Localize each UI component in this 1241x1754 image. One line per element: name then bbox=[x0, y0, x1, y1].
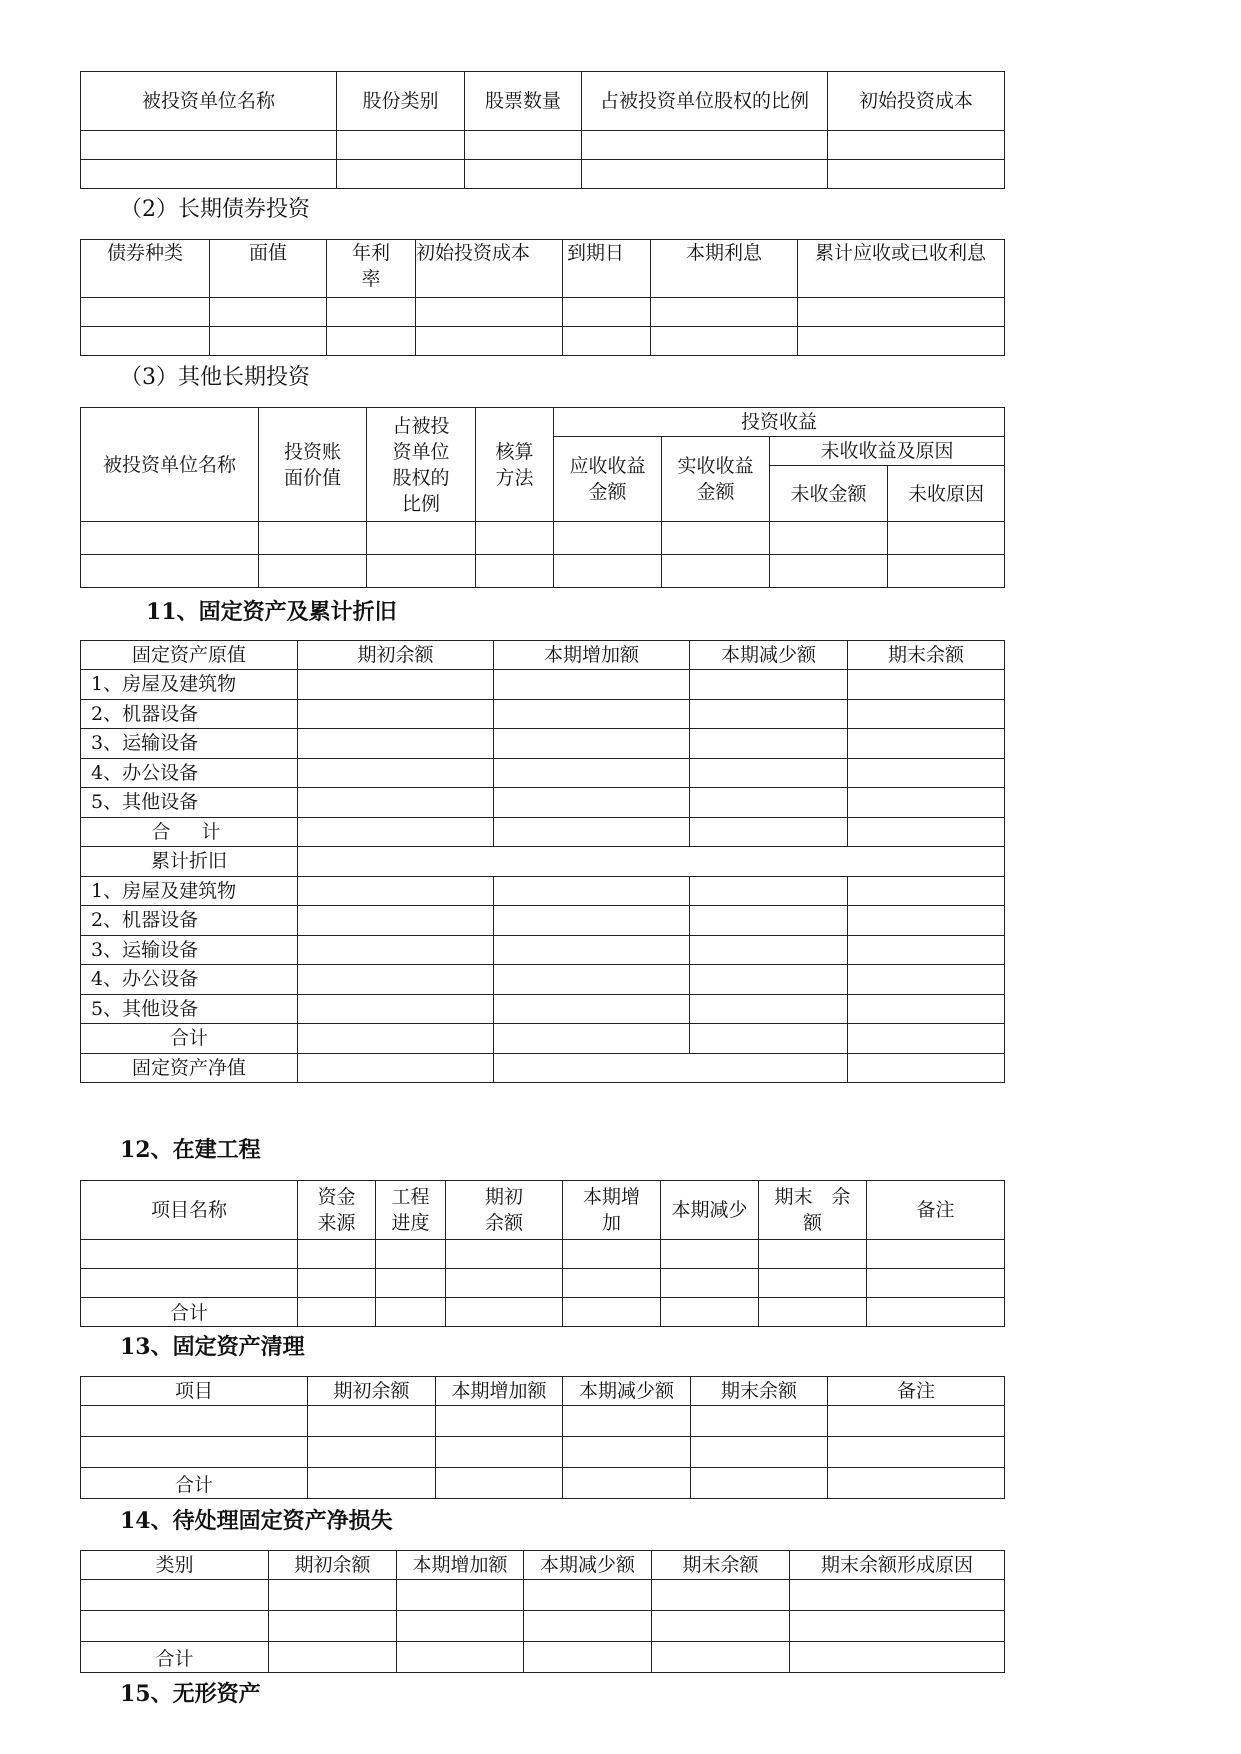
header-book-value: 投资账面价值 bbox=[259, 408, 367, 522]
row-dep-total: 合计 bbox=[81, 1024, 298, 1054]
row-dep-office: 4、办公设备 bbox=[81, 965, 298, 995]
header-progress: 工程进度 bbox=[376, 1181, 446, 1240]
header-investment-income: 投资收益 bbox=[554, 408, 1005, 437]
row-dep-other: 5、其他设备 bbox=[81, 994, 298, 1024]
header-interest: 本期利息 bbox=[651, 240, 798, 298]
section-title-bond: （2）长期债券投资 bbox=[120, 197, 310, 222]
header-investee: 被投资单位名称 bbox=[81, 408, 259, 522]
header-method: 核算方法 bbox=[476, 408, 554, 522]
header-face-value: 面值 bbox=[210, 240, 327, 298]
table-row bbox=[81, 1240, 1005, 1269]
header-closing: 期末 余额 bbox=[759, 1181, 867, 1240]
header-equity-ratio: 占被投资单位股权的比例 bbox=[582, 72, 828, 131]
header-equity-ratio: 占被投资单位股权的比例 bbox=[367, 408, 476, 522]
header-decrease: 本期减少额 bbox=[690, 641, 848, 670]
header-reason: 期末余额形成原因 bbox=[790, 1551, 1005, 1580]
section-title-construction: 12、在建工程 bbox=[120, 1137, 261, 1163]
table-row bbox=[81, 1406, 1005, 1437]
row-other: 5、其他设备 bbox=[81, 788, 298, 818]
header-fund-source: 资金来源 bbox=[298, 1181, 376, 1240]
section-title-intangible: 15、无形资产 bbox=[120, 1681, 261, 1707]
disposal-table bbox=[80, 1376, 1005, 1499]
header-received: 实收收益金额 bbox=[662, 437, 770, 522]
row-dep-transport: 3、运输设备 bbox=[81, 935, 298, 965]
header-opening: 期初余额 bbox=[308, 1377, 436, 1406]
row-dep-buildings: 1、房屋及建筑物 bbox=[81, 876, 298, 906]
row-depreciation-label: 累计折旧 bbox=[81, 847, 298, 877]
header-increase: 本期增加额 bbox=[397, 1551, 524, 1580]
header-closing: 期末余额 bbox=[652, 1551, 790, 1580]
header-closing: 期末余额 bbox=[691, 1377, 828, 1406]
row-machinery: 2、机器设备 bbox=[81, 699, 298, 729]
header-decrease: 本期减少 bbox=[661, 1181, 759, 1240]
other-investment-table bbox=[80, 407, 1005, 588]
header-initial-cost: 初始投资成本 bbox=[416, 240, 563, 298]
header-accrued-interest: 累计应收或已收利息 bbox=[798, 240, 1005, 298]
row-office: 4、办公设备 bbox=[81, 758, 298, 788]
section-title-fixed-assets: 11、固定资产及累计折旧 bbox=[146, 599, 397, 625]
header-share-type: 股份类别 bbox=[337, 72, 465, 131]
table-row bbox=[81, 1437, 1005, 1468]
header-project: 项目名称 bbox=[81, 1181, 298, 1240]
header-remarks: 备注 bbox=[867, 1181, 1005, 1240]
header-maturity: 到期日 bbox=[563, 240, 651, 298]
row-buildings: 1、房屋及建筑物 bbox=[81, 670, 298, 700]
section-title-disposal: 13、固定资产清理 bbox=[120, 1334, 305, 1360]
header-opening: 期初余额 bbox=[269, 1551, 397, 1580]
header-decrease: 本期减少额 bbox=[563, 1377, 691, 1406]
table-row bbox=[81, 298, 1005, 327]
table-row bbox=[81, 1611, 1005, 1642]
header-original-value: 固定资产原值 bbox=[81, 641, 298, 670]
header-rate: 年利率 bbox=[327, 240, 416, 298]
table-row bbox=[81, 160, 1005, 189]
row-net-value: 固定资产净值 bbox=[81, 1053, 298, 1083]
header-increase: 本期增加 bbox=[563, 1181, 661, 1240]
header-category: 类别 bbox=[81, 1551, 269, 1580]
equity-investment-table bbox=[80, 71, 1005, 189]
header-opening: 期初余额 bbox=[446, 1181, 563, 1240]
header-initial-cost: 初始投资成本 bbox=[828, 72, 1005, 131]
construction-table bbox=[80, 1180, 1005, 1327]
table-row bbox=[81, 327, 1005, 356]
section-title-pending-loss: 14、待处理固定资产净损失 bbox=[120, 1508, 393, 1534]
row-dep-machinery: 2、机器设备 bbox=[81, 906, 298, 936]
row-total: 合 计 bbox=[81, 817, 298, 847]
header-closing: 期末余额 bbox=[848, 641, 1005, 670]
fixed-assets-table bbox=[80, 640, 1005, 1083]
table-row bbox=[81, 522, 1005, 555]
header-receivable: 应收收益金额 bbox=[554, 437, 662, 522]
row-total: 合计 bbox=[81, 1468, 308, 1499]
pending-loss-table bbox=[80, 1550, 1005, 1673]
header-decrease: 本期减少额 bbox=[524, 1551, 652, 1580]
header-unreceived-amount: 未收金额 bbox=[770, 466, 888, 522]
header-opening: 期初余额 bbox=[298, 641, 494, 670]
header-investee: 被投资单位名称 bbox=[81, 72, 337, 131]
header-bond-type: 债券种类 bbox=[81, 240, 210, 298]
row-total: 合计 bbox=[81, 1642, 269, 1673]
bond-investment-table bbox=[80, 239, 1005, 356]
section-title-other: （3）其他长期投资 bbox=[120, 365, 310, 390]
header-item: 项目 bbox=[81, 1377, 308, 1406]
header-unreceived: 未收收益及原因 bbox=[770, 437, 1005, 466]
header-share-qty: 股票数量 bbox=[465, 72, 582, 131]
table-row bbox=[81, 1269, 1005, 1298]
table-row bbox=[81, 555, 1005, 588]
header-increase: 本期增加额 bbox=[436, 1377, 563, 1406]
row-total: 合计 bbox=[81, 1298, 298, 1327]
table-row bbox=[81, 1580, 1005, 1611]
row-transport: 3、运输设备 bbox=[81, 729, 298, 759]
header-increase: 本期增加额 bbox=[494, 641, 690, 670]
header-remarks: 备注 bbox=[828, 1377, 1005, 1406]
table-row bbox=[81, 131, 1005, 160]
header-unreceived-reason: 未收原因 bbox=[888, 466, 1005, 522]
